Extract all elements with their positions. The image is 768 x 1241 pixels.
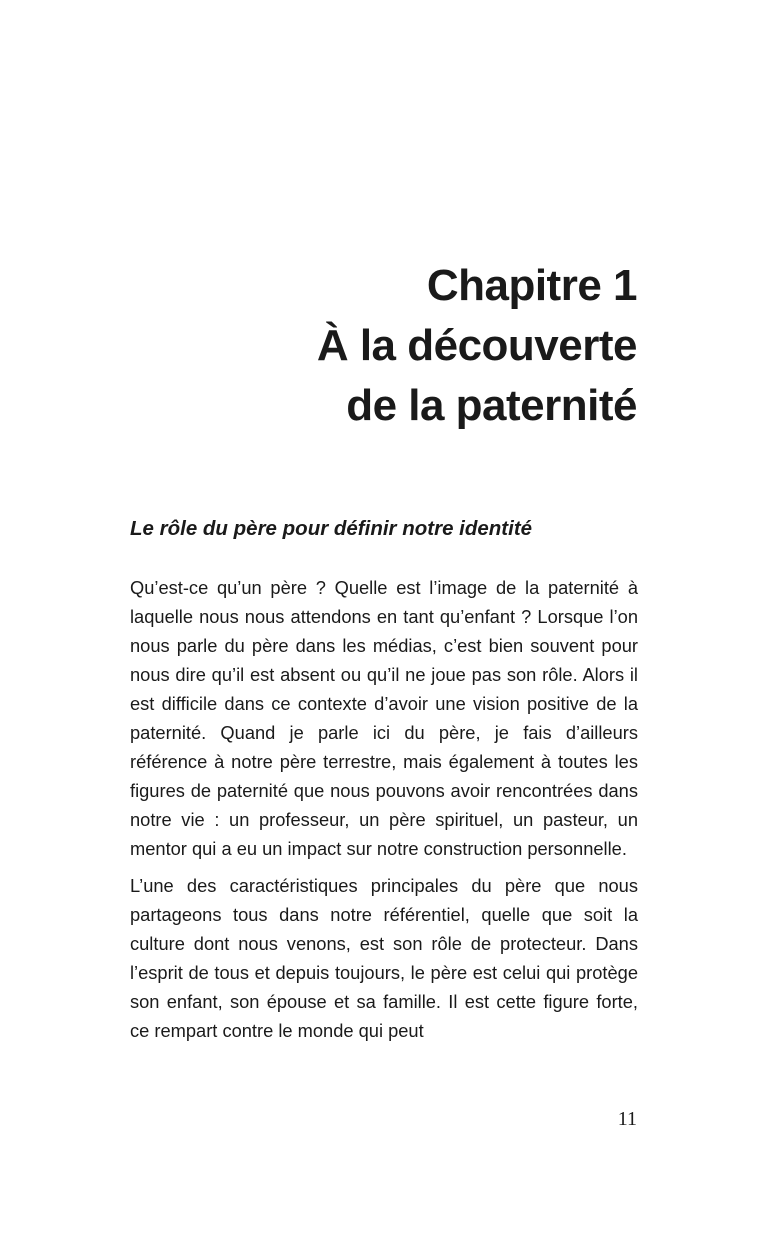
section-subtitle: Le rôle du père pour définir notre identité	[130, 517, 533, 540]
chapter-number: Chapitre 1	[426, 261, 637, 310]
chapter-title-line-1: À la découverte	[316, 321, 637, 370]
paragraph-2: L’une des caractéristiques principales du père que nous partageons tous dans notre référentiel, quelle que soit la culture dont nous venons, est son rôle de protecteur. Dans l’esprit de tous et depuis toujours, le père est celui qui protège son enfant, son épouse et sa famille. Il est cette figure forte, ce rempart contre le monde qui peut	[130, 875, 638, 1041]
paragraph-1: Qu’est-ce qu’un père ? Quelle est l’image de la paternité à laquelle nous nous attendons en tant qu’enfant ? Lorsque l’on nous parle du père dans les médias, c’est bien souvent pour nous dire qu’il est absent ou qu’il ne joue pas son rôle. Alors il est difficile dans ce contexte d’avoir une vision positive de la paternité. Quand je parle ici du père, je fais d’ailleurs référence à notre père terrestre, mais également à toutes les figures de paternité que nous pouvons avoir rencontrées dans notre vie : un professeur, un père spirituel, un pasteur, un mentor qui a eu un impact sur notre construction personnelle.	[130, 577, 638, 859]
page-number: 11	[617, 1108, 637, 1130]
chapter-title	[117, 256, 637, 436]
chapter-title-line-2: de la paternité	[346, 381, 637, 430]
body-text	[130, 573, 638, 1053]
